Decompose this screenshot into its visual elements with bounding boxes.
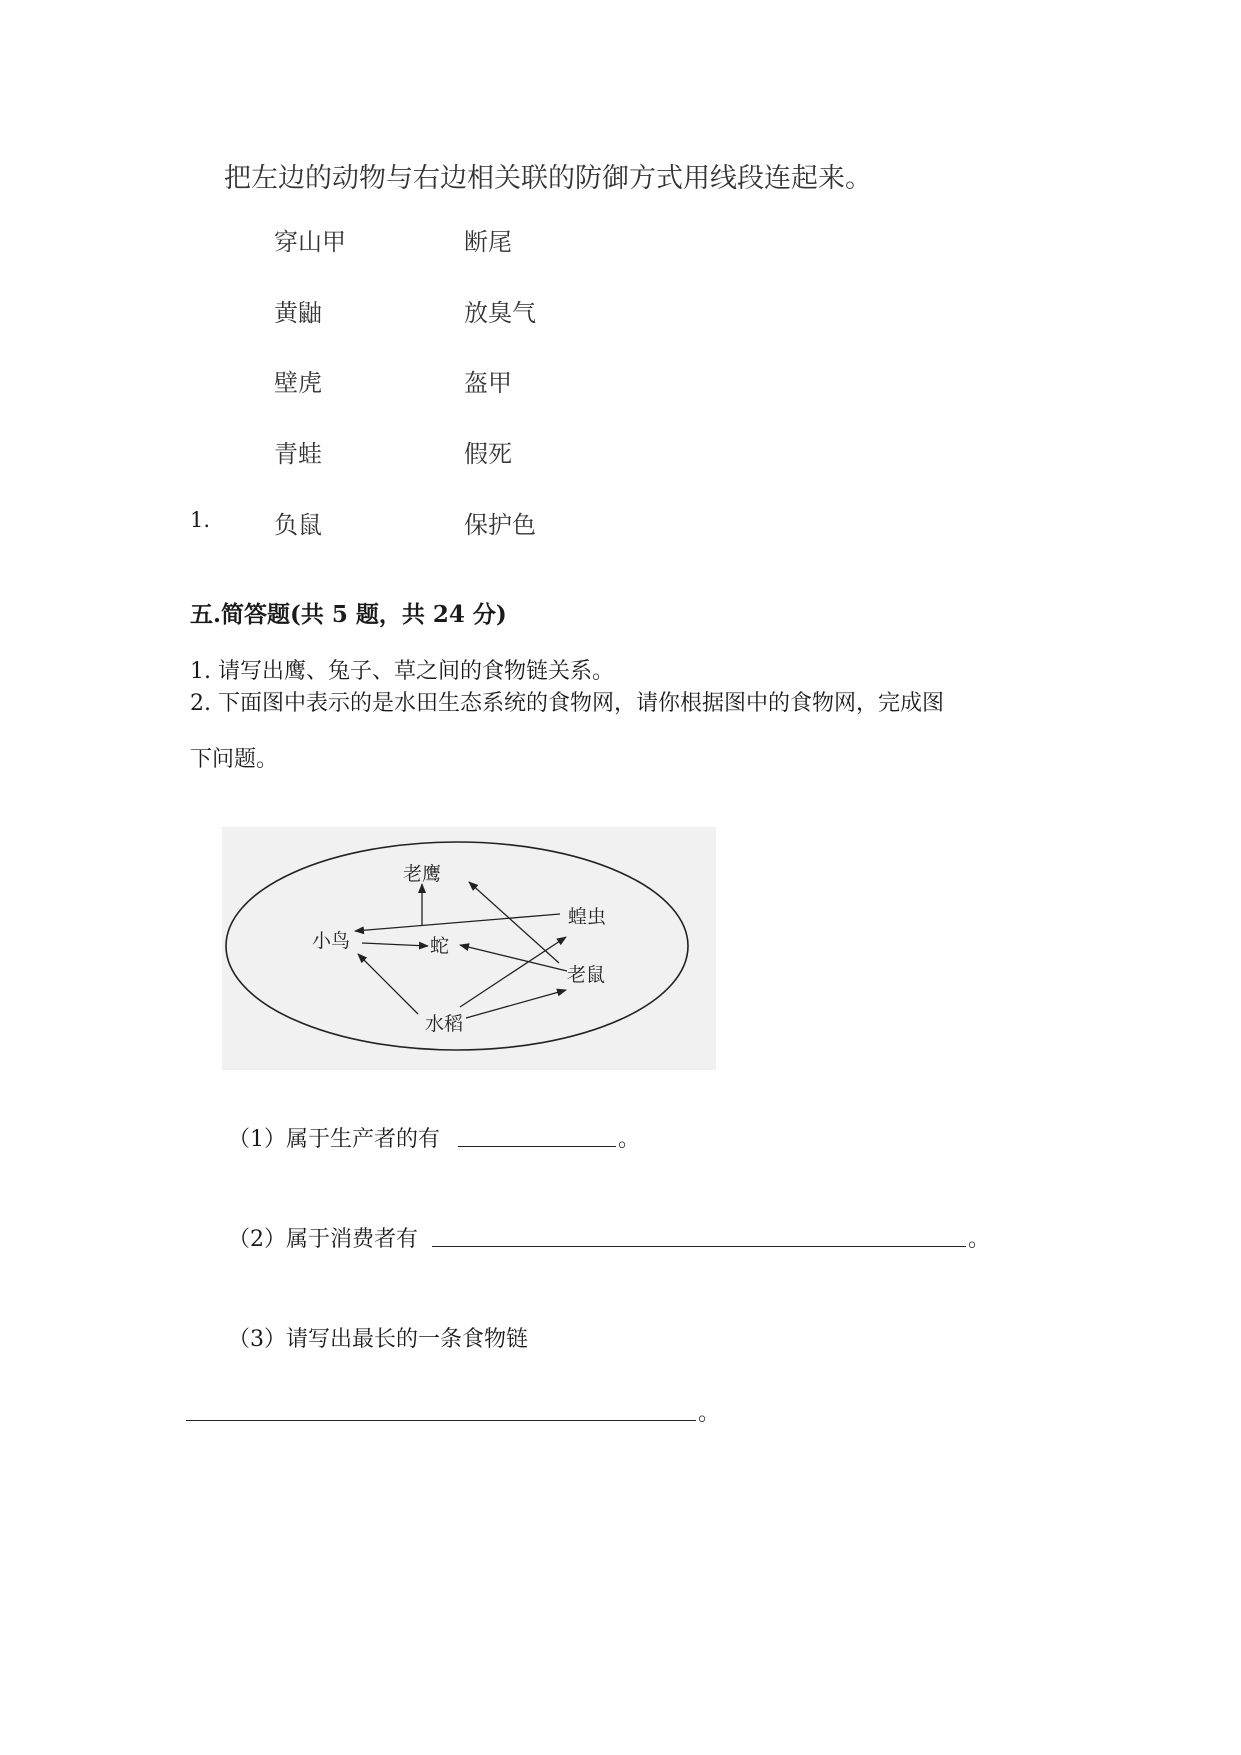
subq-3-end: 。 [698, 1401, 721, 1426]
left-item-1: 穿山甲 [274, 228, 346, 256]
matching-instruction: 把左边的动物与右边相关联的防御方式用线段连起来。 [224, 163, 872, 194]
arrow-locust-bird [355, 914, 560, 931]
food-web-svg [222, 827, 716, 1070]
short-question-2-line2: 下问题。 [190, 747, 279, 772]
right-item-3: 盔甲 [464, 369, 512, 397]
subq-2-end: 。 [968, 1227, 991, 1252]
arrow-rice-locust [460, 937, 566, 1007]
arrow-rice-mouse [466, 990, 566, 1018]
arrow-bird-snake [362, 943, 428, 946]
subq-3-label: （3）请写出最长的一条食物链 [228, 1327, 528, 1352]
subq-1-label: （1）属于生产者的有 [228, 1127, 440, 1152]
subq-2-blank[interactable] [432, 1246, 966, 1247]
subq-1-blank[interactable] [458, 1146, 616, 1147]
node-mouse: 老鼠 [567, 964, 606, 986]
right-item-4: 假死 [464, 440, 512, 468]
subq-3-blank[interactable] [186, 1420, 696, 1421]
node-snake: 蛇 [430, 935, 450, 957]
arrow-rice-bird [358, 954, 418, 1014]
short-question-1: 1. 请写出鹰、兔子、草之间的食物链关系。 [190, 659, 614, 684]
left-item-3: 壁虎 [274, 369, 322, 397]
node-locust: 蝗虫 [568, 906, 607, 928]
left-item-2: 黄鼬 [274, 299, 322, 327]
food-web-diagram [222, 827, 716, 1070]
right-item-1: 断尾 [464, 228, 512, 256]
left-item-4: 青蛙 [274, 440, 322, 468]
right-item-5: 保护色 [464, 511, 536, 539]
left-item-5: 负鼠 [274, 511, 322, 539]
section-title: 五.简答题(共 5 题，共 24 分) [190, 601, 507, 628]
node-bird: 小鸟 [312, 930, 351, 952]
subq-2-label: （2）属于消费者有 [228, 1227, 418, 1252]
subq-1-end: 。 [618, 1127, 641, 1152]
short-question-2-line1: 2. 下面图中表示的是水田生态系统的食物网，请你根据图中的食物网，完成图 [190, 691, 944, 716]
node-eagle: 老鹰 [402, 863, 442, 885]
right-item-2: 放臭气 [464, 299, 536, 327]
node-rice: 水稻 [425, 1013, 464, 1035]
question-number: 1. [190, 508, 211, 532]
arrow-mouse-snake [460, 945, 567, 971]
